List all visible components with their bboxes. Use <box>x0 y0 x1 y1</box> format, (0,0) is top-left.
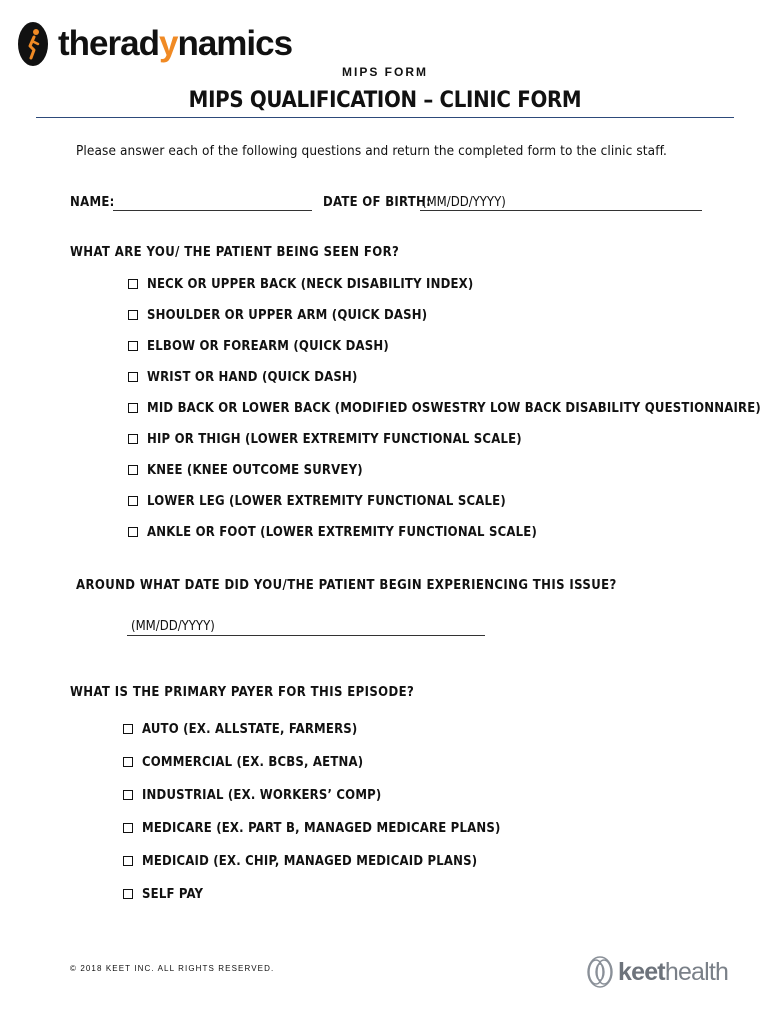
onset-date-placeholder: (MM/DD/YYYY) <box>131 619 215 634</box>
checkbox[interactable] <box>128 279 138 289</box>
keethealth-mark-icon <box>586 955 614 989</box>
checkbox[interactable] <box>123 823 133 833</box>
theradynamics-logo-text: theradynamics <box>58 24 293 63</box>
payer-option[interactable]: AUTO (EX. ALLSTATE, FARMERS) <box>123 720 357 738</box>
onset-question: AROUND WHAT DATE DID YOU/THE PATIENT BEGIN EXPERIENCING THIS ISSUE? <box>76 578 617 593</box>
reason-option[interactable]: KNEE (KNEE OUTCOME SURVEY) <box>128 461 363 479</box>
checkbox[interactable] <box>123 856 133 866</box>
onset-date-field[interactable] <box>127 635 485 636</box>
payer-option[interactable]: INDUSTRIAL (EX. WORKERS’ COMP) <box>123 786 381 804</box>
checkbox[interactable] <box>128 434 138 444</box>
checkbox[interactable] <box>128 403 138 413</box>
payer-question: WHAT IS THE PRIMARY PAYER FOR THIS EPISODE? <box>70 685 415 700</box>
copyright-text: © 2018 KEET INC. ALL RIGHTS RESERVED. <box>70 964 275 973</box>
checkbox[interactable] <box>123 889 133 899</box>
name-field[interactable] <box>113 210 312 211</box>
reason-question: WHAT ARE YOU/ THE PATIENT BEING SEEN FOR? <box>70 245 400 260</box>
dob-label: DATE OF BIRTH: <box>323 195 432 210</box>
reason-option[interactable]: MID BACK OR LOWER BACK (MODIFIED OSWESTRY LOW BACK DISABILITY QUESTIONNAIRE) <box>128 399 761 417</box>
dob-field[interactable] <box>420 210 702 211</box>
dob-placeholder: (MM/DD/YYYY) <box>422 195 506 210</box>
reason-option[interactable]: SHOULDER OR UPPER ARM (QUICK DASH) <box>128 306 427 324</box>
checkbox[interactable] <box>128 310 138 320</box>
form-subtitle: MIPS FORM <box>342 65 428 79</box>
reason-option[interactable]: HIP OR THIGH (LOWER EXTREMITY FUNCTIONAL SCALE) <box>128 430 522 448</box>
checkbox[interactable] <box>128 527 138 537</box>
runner-icon <box>18 22 48 66</box>
title-divider <box>36 117 734 118</box>
reason-option[interactable]: ANKLE OR FOOT (LOWER EXTREMITY FUNCTIONAL SCALE) <box>128 523 537 541</box>
instructions-text: Please answer each of the following questions and return the completed form to the clinic staff. <box>76 143 667 159</box>
reason-option[interactable]: LOWER LEG (LOWER EXTREMITY FUNCTIONAL SCALE) <box>128 492 506 510</box>
form-title: MIPS QUALIFICATION – CLINIC FORM <box>188 88 582 113</box>
payer-option[interactable]: SELF PAY <box>123 885 203 903</box>
checkbox[interactable] <box>123 724 133 734</box>
payer-option[interactable]: COMMERCIAL (EX. BCBS, AETNA) <box>123 753 363 771</box>
theradynamics-logo-mark <box>18 22 48 66</box>
checkbox[interactable] <box>123 757 133 767</box>
reason-option[interactable]: NECK OR UPPER BACK (NECK DISABILITY INDEX) <box>128 275 473 293</box>
reason-option[interactable]: WRIST OR HAND (QUICK DASH) <box>128 368 358 386</box>
name-label: NAME: <box>70 195 115 210</box>
checkbox[interactable] <box>128 496 138 506</box>
payer-option[interactable]: MEDICAID (EX. CHIP, MANAGED MEDICAID PLANS) <box>123 852 477 870</box>
reason-option[interactable]: ELBOW OR FOREARM (QUICK DASH) <box>128 337 389 355</box>
checkbox[interactable] <box>128 465 138 475</box>
checkbox[interactable] <box>123 790 133 800</box>
checkbox[interactable] <box>128 372 138 382</box>
checkbox[interactable] <box>128 341 138 351</box>
keethealth-logo: keethealth <box>586 955 728 989</box>
payer-option[interactable]: MEDICARE (EX. PART B, MANAGED MEDICARE PLANS) <box>123 819 501 837</box>
